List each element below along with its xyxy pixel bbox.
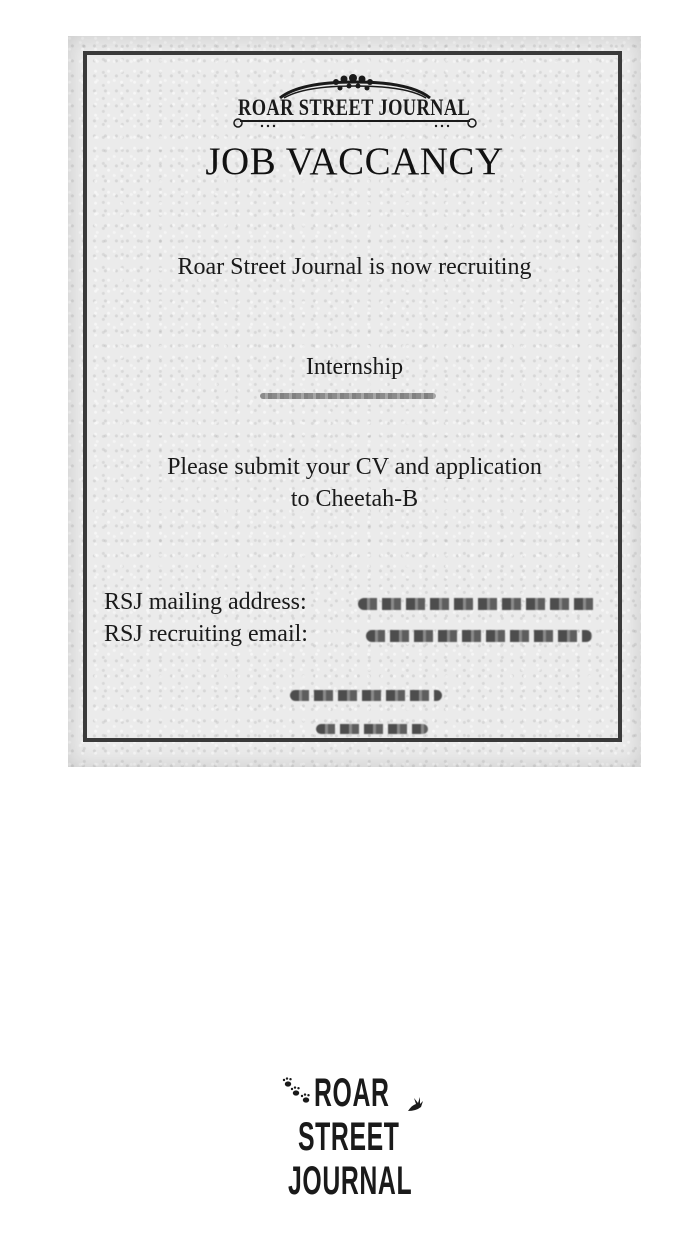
position-underline — [260, 393, 436, 399]
rsj-logo — [278, 1073, 428, 1213]
recruiting-email-label: RSJ recruiting email: — [104, 621, 308, 647]
redacted-signature-line2 — [316, 724, 428, 734]
notice-headline: JOB VACCANCY — [205, 140, 504, 183]
logo-word-street: STREET — [298, 1115, 400, 1159]
mailing-address-label: RSJ mailing address: — [104, 589, 307, 615]
submit-text-line2: to Cheetah-B — [290, 486, 419, 512]
redacted-signature-line1 — [290, 690, 442, 701]
masthead — [68, 74, 641, 128]
position-text: Internship — [305, 354, 404, 380]
redacted-recruiting-email — [366, 630, 592, 642]
submit-text-line1: Please submit your CV and application — [167, 454, 542, 480]
logo-word-roar: ROAR — [314, 1071, 390, 1115]
recruiting-text: Roar Street Journal is now recruiting — [177, 254, 532, 280]
masthead-title: ROAR STREET JOURNAL — [238, 95, 471, 120]
redacted-mailing-address — [358, 598, 598, 610]
logo-word-journal: JOURNAL — [288, 1159, 413, 1203]
paw-prints-icon — [280, 1077, 314, 1105]
job-notice-paper — [68, 36, 641, 767]
tail-tuft-icon — [406, 1095, 424, 1113]
